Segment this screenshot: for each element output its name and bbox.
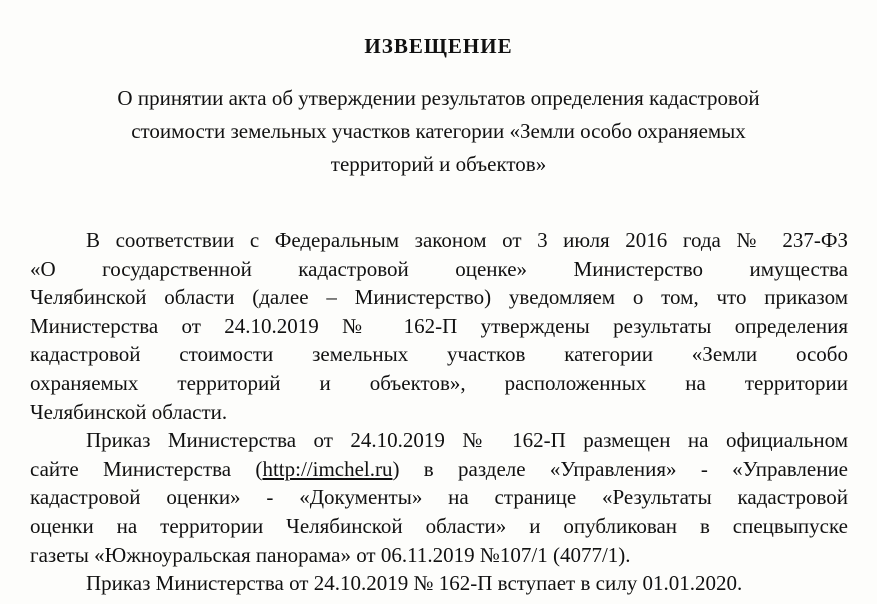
paragraph-law-reference (30, 226, 848, 426)
notice-body (30, 226, 848, 598)
paragraph-line: кадастровой оценки» - «Документы» на странице «Результаты кадастровой (30, 485, 848, 510)
subtitle-line: стоимости земельных участков категории «Земли особо охраняемых (131, 119, 746, 143)
paragraph-line: Министерства от 24.10.2019 № 162-П утверждены результаты определения (30, 313, 848, 338)
paragraph-line: газеты «Южноуральская панорама» от 06.11.2019 №107/1 (4077/1). (30, 542, 631, 567)
paragraph-line: кадастровой стоимости земельных участков категории «Земли особо (30, 342, 848, 367)
paragraph-line: Челябинской области (далее – Министерство) уведомляем о том, что приказом (30, 285, 848, 310)
subtitle-line: О принятии акта об утверждении результатов определения кадастровой (117, 86, 760, 110)
paragraph-line: Приказ Министерства от 24.10.2019 № 162-П размещен на официальном (86, 428, 848, 453)
paragraph-line-with-link (30, 455, 848, 484)
paragraph-line: оценки на территории Челябинской области» и опубликован в спецвыпуске (30, 513, 848, 538)
paragraph-line: «О государственной кадастровой оценке» Министерство имущества (30, 256, 848, 281)
subtitle-line: территорий и объектов» (330, 152, 547, 176)
paragraph-publication (30, 426, 848, 569)
notice-title: ИЗВЕЩЕНИЕ (364, 34, 513, 58)
paragraph-effective-date (30, 569, 848, 598)
paragraph-line: Приказ Министерства от 24.10.2019 № 162-П вступает в силу 01.01.2020. (86, 571, 743, 596)
paragraph-line: В соответствии с Федеральным законом от 3 июля 2016 года № 237-ФЗ (86, 228, 848, 252)
paragraph-text: сайте Министерства ( (30, 456, 263, 481)
paragraph-line: охраняемых территорий и объектов», расположенных на территории (30, 370, 848, 395)
ministry-website-link[interactable]: http://imchel.ru (262, 456, 393, 481)
paragraph-line: Челябинской области. (30, 399, 228, 424)
notice-subtitle (60, 82, 817, 181)
paragraph-text: ) в разделе «Управления» - «Управление (392, 456, 849, 481)
